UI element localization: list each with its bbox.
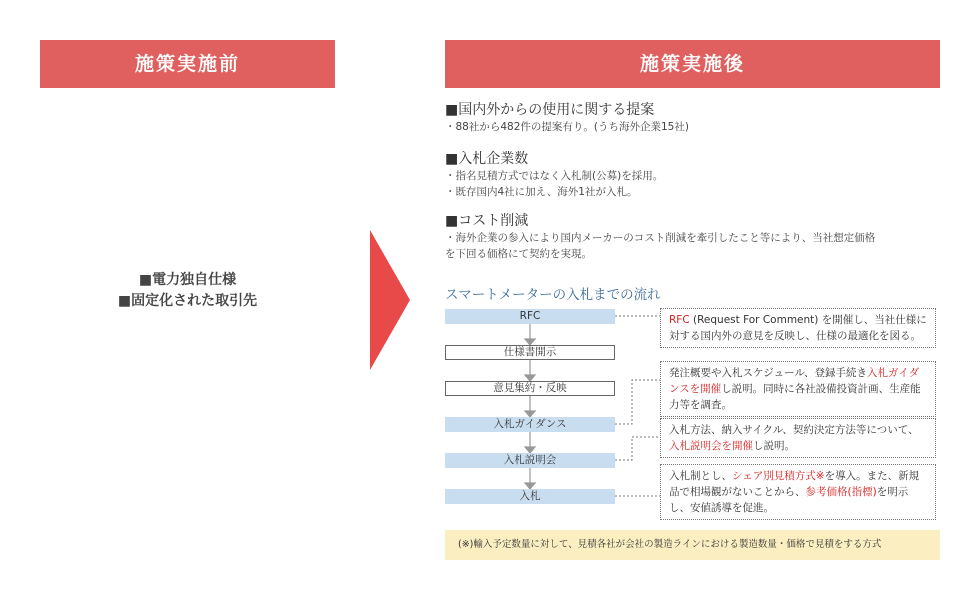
detail-guidance-text-1: 発注概要や入札スケジュール、登録手続き [669, 367, 868, 379]
flow-step-bid-guidance: 入札ガイダンス [445, 417, 615, 432]
detail-guidance [660, 361, 936, 417]
detail-briefing-emphasis: 入札説明会を開催 [669, 440, 753, 452]
before-header: 施策実施前 [40, 40, 335, 88]
section-bidders-title: ■入札企業数 [445, 151, 529, 167]
detail-guidance-text-2: し説明。同時に各社設備投資計画、生産能力等を調査。 [669, 383, 921, 411]
detail-bid-text-1: 入札制とし、 [669, 470, 732, 482]
detail-rfc-text: (Request For Comment) を開催し、当社仕様に対する国内外の意見を反映し、仕様の最適化を図る。 [669, 314, 927, 342]
detail-rfc-emphasis: RFC [669, 314, 690, 326]
detail-bid-text-2: を導入。また、新規品で相場観がないことから、 [669, 470, 920, 498]
flow-step-feedback: 意見集約・反映 [445, 381, 615, 396]
flow-step-rfc: RFC [445, 309, 615, 324]
section-bidders-line-1: ・指名見積方式ではなく入札制(公募)を採用。 [445, 170, 664, 182]
detail-bid-emphasis-1: シェア別見積方式※ [732, 470, 825, 482]
detail-bid [660, 464, 936, 520]
section-cost-line-1: ・海外企業の参入により国内メーカーのコスト削減を牽引したこと等により、当社想定価格 [445, 232, 876, 244]
detail-rfc [660, 308, 936, 348]
detail-briefing [660, 418, 936, 458]
detail-guidance-emphasis: 入札ガイダンスを開催 [669, 367, 920, 395]
after-header: 施策実施後 [445, 40, 940, 88]
flow-step-bid-briefing: 入札説明会 [445, 453, 615, 468]
detail-briefing-text-1: 入札方法、納入サイクル、契約決定方法等について、 [669, 424, 919, 436]
footnote: (※)輸入予定数量に対して、見積各社が会社の製造ラインにおける製造数量・価格で見積をする方式 [445, 530, 940, 560]
flow-title: スマートメーターの入札までの流れ [445, 287, 661, 303]
section-cost-title: ■コスト削減 [445, 213, 529, 229]
before-item-fixed-suppliers: ■固定化された取引先 [117, 293, 258, 309]
section-bidders-line-2: ・既存国内4社に加え、海外1社が入札。 [445, 186, 638, 198]
detail-bid-text-3: を明示し、安値誘導を促進。 [669, 486, 909, 514]
section-proposals-line-1: ・88社から482件の提案有り。(うち海外企業15社) [445, 121, 689, 133]
section-cost-line-2: を下回る価格にて契約を実現。 [445, 248, 592, 260]
detail-briefing-text-2: し説明。 [753, 440, 795, 452]
flow-step-bid: 入札 [445, 489, 615, 504]
section-proposals-title: ■国内外からの使用に関する提案 [445, 102, 655, 118]
before-item-proprietary-spec: ■電力独自仕様 [138, 272, 237, 288]
detail-bid-emphasis-2: 参考価格(指標) [805, 486, 877, 498]
flow-step-spec-disclosure: 仕様書開示 [445, 345, 615, 360]
